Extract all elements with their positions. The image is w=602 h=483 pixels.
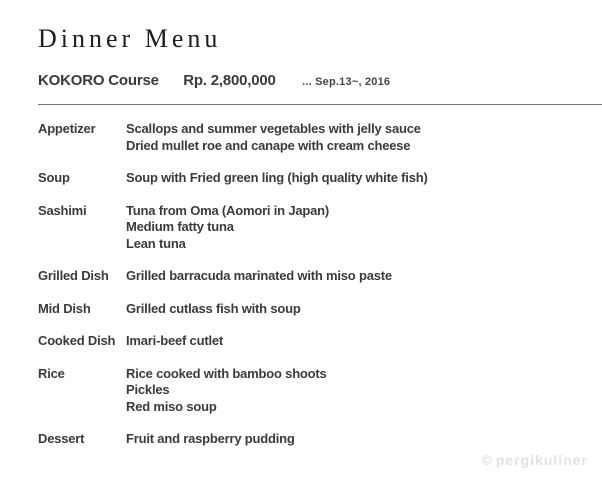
menu-item: Rice cooked with bamboo shoots (126, 365, 327, 381)
menu-section-label: Soup (38, 170, 70, 185)
menu-section-items (126, 203, 602, 253)
menu-section (38, 203, 602, 253)
menu-item: Fruit and raspberry pudding (126, 431, 295, 446)
menu-section-items (126, 333, 602, 350)
menu-sections (38, 121, 602, 448)
course-price: Rp. 2,800,000 (183, 72, 276, 89)
menu-item: Imari-beef cutlet (126, 333, 224, 348)
course-header (38, 71, 602, 92)
menu-section-items (126, 366, 602, 416)
menu-item: Pickles (126, 382, 170, 397)
menu-section-label: Appetizer (38, 121, 96, 136)
menu-item: Dried mullet roe and canape with cream cheese (126, 137, 411, 153)
menu-section-label: Mid Dish (38, 300, 91, 316)
course-name: KOKORO Course (38, 72, 159, 89)
menu-section-items (126, 301, 602, 318)
menu-section-label: Grilled Dish (38, 268, 109, 283)
menu-section-label: Dessert (38, 431, 85, 446)
menu-item: Grilled barracuda marinated with miso paste (126, 268, 392, 283)
menu-item: Soup with Fried green ling (high quality white fish) (126, 170, 428, 185)
menu-section-items (126, 268, 602, 285)
watermark-text: pergikuliner (495, 452, 588, 468)
menu-section-label: Cooked Dish (38, 333, 116, 348)
menu-item: Red miso soup (126, 398, 217, 414)
menu-item: Medium fatty tuna (126, 219, 234, 234)
menu-section-label: Rice (38, 365, 65, 381)
menu-section-items (126, 121, 602, 154)
menu-item: Grilled cutlass fish with soup (126, 300, 301, 316)
menu-section-label: Sashimi (38, 202, 87, 218)
menu-section (38, 121, 602, 154)
page-title: Dinner Menu (38, 24, 222, 53)
menu-item: Lean tuna (126, 235, 186, 251)
menu-section (38, 268, 602, 285)
menu-section (38, 301, 602, 318)
menu-item: Tuna from Oma (Aomori in Japan) (126, 202, 330, 218)
menu-section-items (126, 170, 602, 187)
watermark (482, 452, 588, 468)
menu-section (38, 431, 602, 448)
course-date-note: ... Sep.13~, 2016 (302, 76, 391, 88)
menu-section (38, 366, 602, 416)
menu-section (38, 170, 602, 187)
header-divider (38, 104, 602, 105)
menu-item: Scallops and summer vegetables with jelly sauce (126, 121, 421, 136)
menu-section-items (126, 431, 602, 448)
menu-section (38, 333, 602, 350)
copyright-icon: © (481, 452, 493, 468)
